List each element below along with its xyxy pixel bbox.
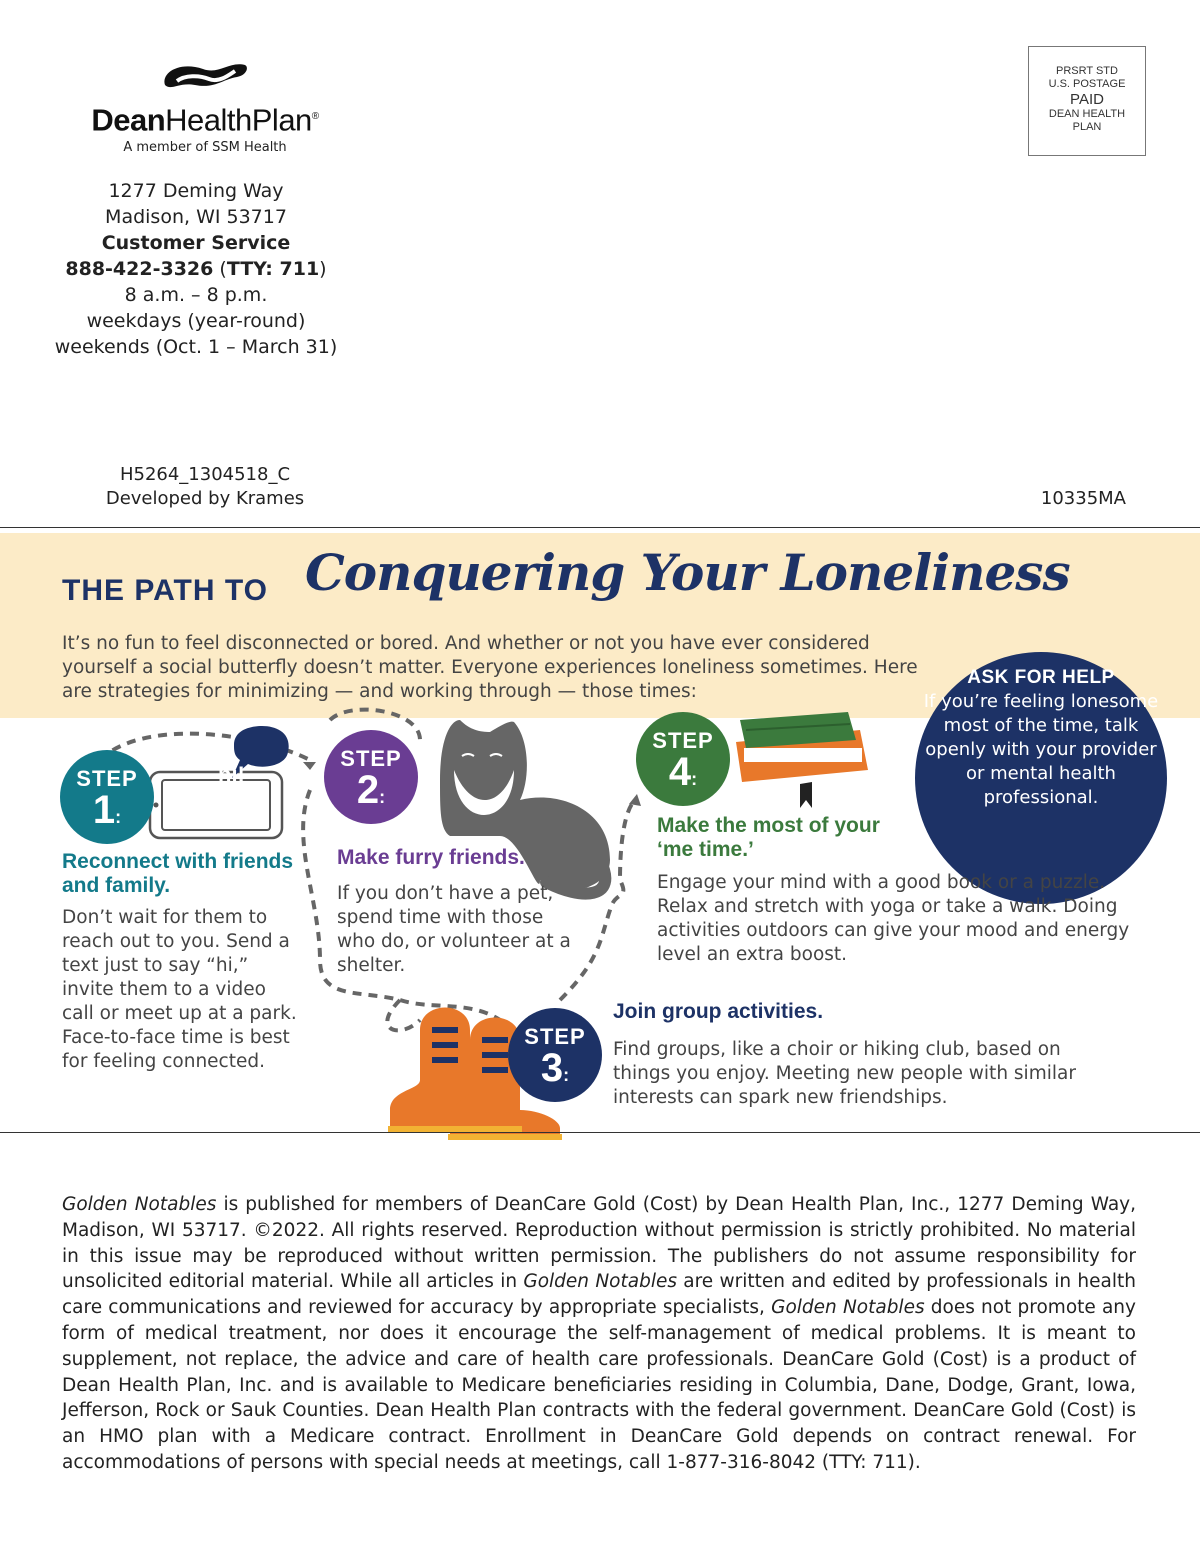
step-4-word: STEP xyxy=(652,728,714,753)
step-3-badge: STEP 3: xyxy=(508,1008,602,1102)
mailer-code: 10335MA xyxy=(1040,488,1126,509)
postage-line5: PLAN xyxy=(1072,121,1102,133)
ask-for-help-circle xyxy=(915,652,1167,904)
legal-footer xyxy=(62,1192,1136,1476)
postage-line4: DEAN HEALTH xyxy=(1048,108,1126,120)
help-heading: ASK FOR HELP xyxy=(967,667,1115,688)
step-4-body: Engage your mind with a good book or a puzzle. Relax and stretch with yoga or take a walk. Doing activities outdoors can give your mood and energy level an extra boost. xyxy=(657,872,1130,965)
step-4-badge: STEP 4: xyxy=(636,712,730,806)
step-2-word: STEP xyxy=(340,746,402,771)
publication-name-3: Golden Notables xyxy=(771,1297,925,1319)
step-1-number: 1 xyxy=(92,788,116,832)
title-prefix: THE PATH TO xyxy=(62,574,268,607)
postage-line1: PRSRT STD xyxy=(1056,65,1118,77)
step-3-number: 3 xyxy=(540,1046,564,1090)
step-1-heading: Reconnect with friends and family. xyxy=(62,850,294,897)
document-codes xyxy=(60,463,350,511)
step-3-heading: Join group activities. xyxy=(613,1000,824,1023)
footer-text-1: is published for members of DeanCare Gold (Cost) by Dean Health Plan, Inc., 1277 Deming Way, Madison, WI 53717. ©2022. All rights reserved. Reproduction without permission is strictly prohibited. No material in this issue may be reproduced without written permission. The publishers do not assume responsibility for unsolicited editorial material. While all articles in xyxy=(62,1194,1136,1293)
postage-line2: U.S. POSTAGE xyxy=(1048,78,1126,90)
step-1-body: Don’t wait for them to reach out to you. Send a text just to say “hi,” invite them to a video call or meet up at a park. Face-to-face time is best for feeling connected. xyxy=(62,907,297,1072)
books-icon xyxy=(736,712,868,808)
publication-name: Golden Notables xyxy=(62,1194,217,1215)
postage-line3: PAID xyxy=(1070,91,1104,108)
weekdays: weekdays (year-round) xyxy=(86,310,306,332)
step-4-number: 4 xyxy=(668,750,692,794)
intro-text: It’s no fun to feel disconnected or bored. And whether or not you have ever considered yourself a social butterfly doesn’t matter. Everyone experiences loneliness sometimes. Here are strategies for minimizing — and working through — those times: xyxy=(62,633,918,702)
step-4-heading: Make the most of your ‘me time.’ xyxy=(657,814,880,861)
address-city: Madison, WI 53717 xyxy=(105,206,287,228)
customer-service-label: Customer Service xyxy=(101,232,291,254)
member-line: A member of SSM Health xyxy=(123,140,287,156)
footer-text-2: are written and edited by professionals in health care communications and reviewed for accuracy by appropriate specialists, xyxy=(62,1271,1136,1319)
step-1-word: STEP xyxy=(76,766,138,791)
tty-number: TTY: 711 xyxy=(226,258,320,280)
step-2-badge: STEP 2: xyxy=(324,730,418,824)
dean-logo-icon xyxy=(159,55,251,95)
weekends: weekends (Oct. 1 – March 31) xyxy=(54,336,338,358)
top-divider xyxy=(0,527,1200,528)
step-3-word: STEP xyxy=(524,1024,586,1049)
title-script: Conquering Your Loneliness xyxy=(305,543,1070,602)
step-2-heading: Make furry friends. xyxy=(337,846,525,869)
step-3-body: Find groups, like a choir or hiking club, based on things you enjoy. Meeting new people with similar interests can spark new friendships. xyxy=(613,1039,1076,1108)
address-block: 1277 Deming Way Madison, WI 53717 Customer Service 888-422-3326 (TTY: 711) 8 a.m. – 8 p.m. weekdays (year-round) weekends (Oct. 1 – March 31) xyxy=(40,178,352,360)
footer-text-3: does not promote any form of medical treatment, nor does it encourage the self-management of medical problems. It is meant to supplement, not replace, the advice and care of health care professionals. DeanCare Gold (Cost) is a product of Dean Health Plan, Inc. and is available to Medicare beneficiaries residing in Columbia, Dane, Dodge, Grant, Iowa, Jefferson, Rock or Sauk Counties. Dean Health Plan contracts with the federal government. DeanCare Gold (Cost) is an HMO plan with a Medicare contract. Enrollment in DeanCare Gold depends on contract renewal. For accommodations of persons with special needs at meetings, call 1-877-316-8042 (TTY: 711). xyxy=(62,1297,1136,1473)
help-text: If you’re feeling lonesome most of the time, talk openly with your provider or mental health professional. xyxy=(923,691,1159,808)
publication-name-2: Golden Notables xyxy=(523,1271,677,1293)
step-2-body: If you don’t have a pet, spend time with those who do, or volunteer at a shelter. xyxy=(337,883,571,976)
dean-health-plan-logo: DeanHealthPlan® A member of SSM Health xyxy=(60,55,350,155)
bubble-text: hi! xyxy=(218,762,245,787)
step-1-badge: STEP 1: xyxy=(60,750,154,844)
step-2-number: 2 xyxy=(356,768,380,812)
bottom-divider xyxy=(0,1132,1200,1133)
brand-bold: Dean xyxy=(91,102,166,138)
hours: 8 a.m. – 8 p.m. xyxy=(124,284,268,306)
brand-regular: HealthPlan xyxy=(165,102,312,138)
developer-credit: Developed by Krames xyxy=(105,488,305,509)
phone-number: 888-422-3326 xyxy=(65,258,214,280)
address-street: 1277 Deming Way xyxy=(108,180,284,202)
postage-indicia xyxy=(1028,46,1146,156)
document-code: H5264_1304518_C xyxy=(119,464,291,485)
